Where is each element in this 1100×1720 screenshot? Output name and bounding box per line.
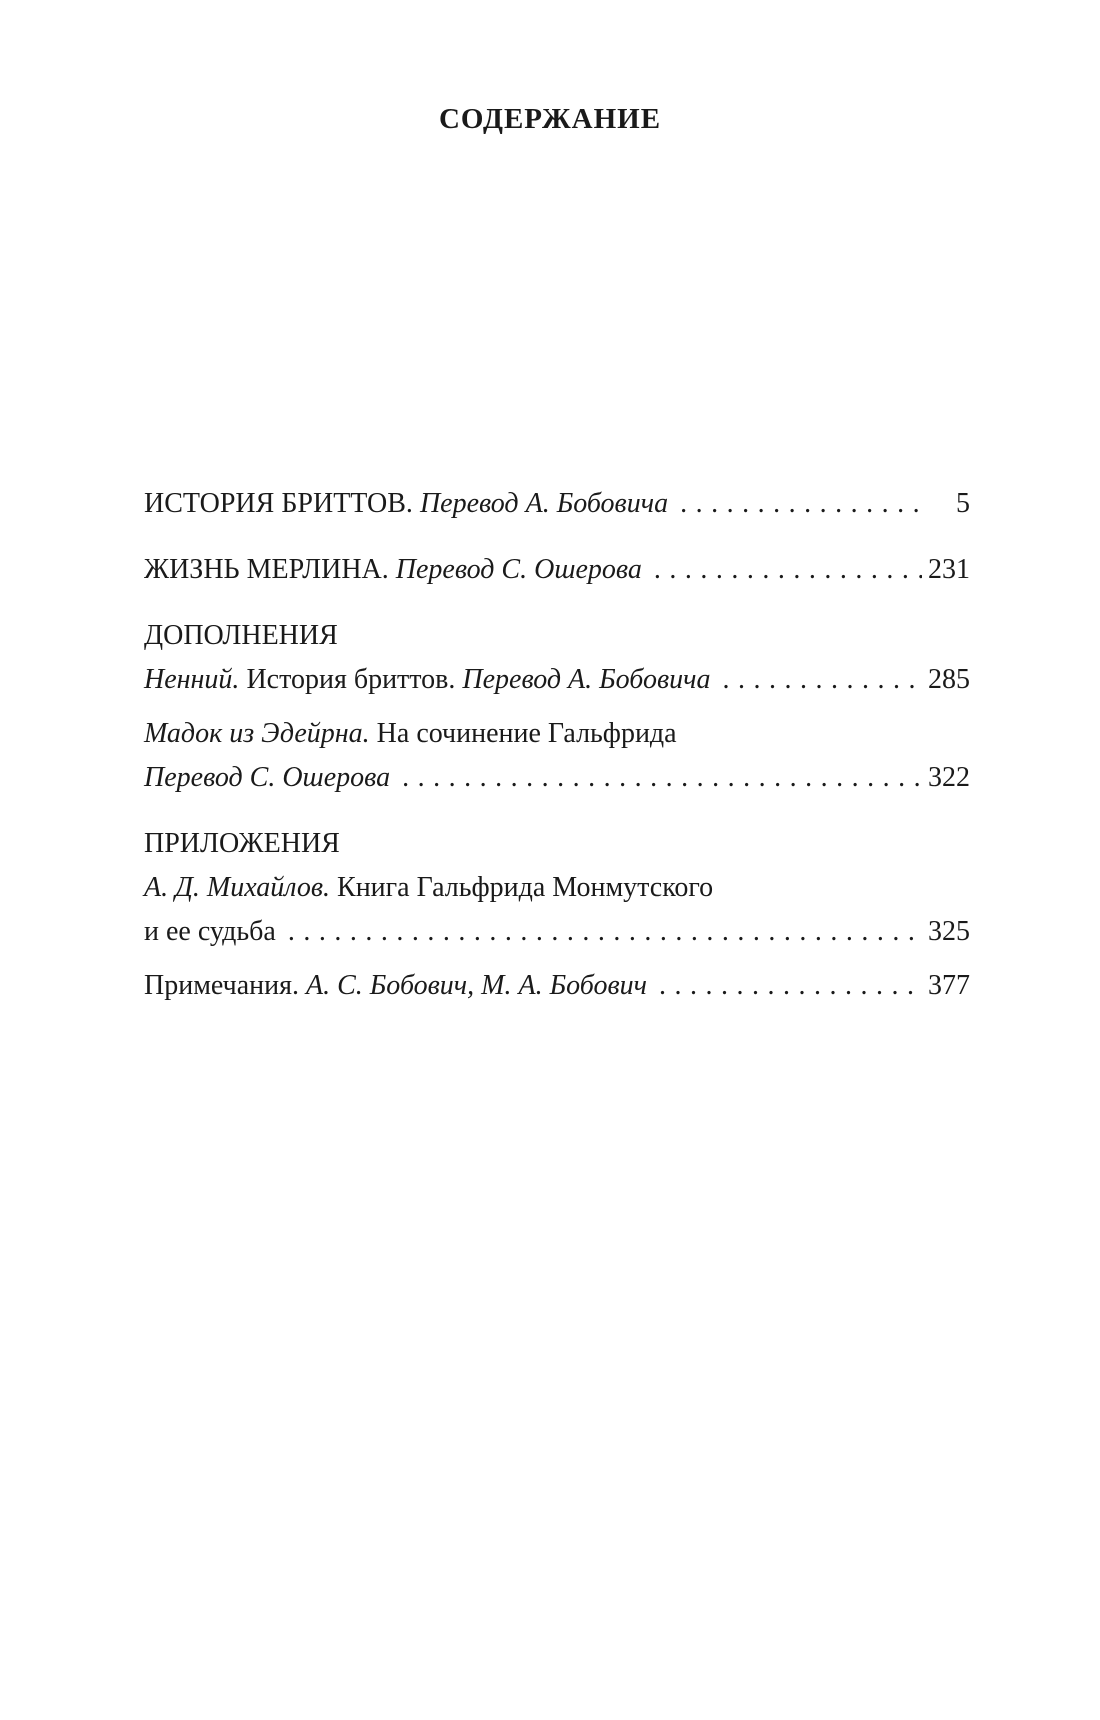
toc-entry-history[interactable]	[144, 482, 970, 526]
entry-author: А. Д. Михайлов.	[144, 872, 331, 903]
entry-translator: Перевод С. Ошерова	[144, 762, 391, 793]
toc-entry-madoc[interactable]	[144, 712, 970, 800]
dot-leader	[659, 964, 922, 1008]
toc-entry-mikhailov[interactable]	[144, 866, 970, 954]
table-of-contents	[144, 482, 970, 1008]
entry-translator: Перевод А. Бобовича	[419, 488, 669, 519]
entry-title: На сочинение Гальфрида	[376, 718, 677, 749]
entry-title: Книга Гальфрида Монмутского	[337, 872, 714, 903]
entry-page-number: 231	[928, 554, 970, 585]
toc-entry-notes[interactable]	[144, 964, 970, 1008]
entry-translator: Перевод А. Бобовича	[462, 664, 711, 695]
entry-page-number: 377	[928, 970, 970, 1001]
entry-page-number: 285	[928, 664, 970, 695]
toc-entry-nennius[interactable]	[144, 658, 970, 702]
entry-page-number: 5	[956, 488, 970, 519]
toc-entry-merlin[interactable]	[144, 548, 970, 592]
dot-leader	[288, 910, 922, 954]
entry-title-continued: и ее судьба	[144, 916, 276, 947]
entry-author: Ненний.	[144, 664, 240, 695]
dot-leader	[654, 548, 922, 592]
entry-title: Примечания.	[144, 970, 300, 1001]
entry-page-number: 325	[928, 916, 970, 947]
entry-authors: А. С. Бобович, М. А. Бобович	[306, 970, 647, 1001]
dot-leader	[723, 658, 922, 702]
section-heading-appendices: ПРИЛОЖЕНИЯ	[144, 828, 340, 859]
dot-leader	[402, 756, 922, 800]
dot-leader	[680, 482, 922, 526]
entry-title: ЖИЗНЬ МЕРЛИНА.	[144, 554, 389, 585]
entry-author: Мадок из Эдейрна.	[144, 718, 370, 749]
entry-title: ИСТОРИЯ БРИТТОВ.	[144, 488, 413, 519]
section-heading-supplements: ДОПОЛНЕНИЯ	[144, 620, 338, 651]
entry-title: История бриттов.	[246, 664, 456, 695]
page-title: СОДЕРЖАНИЕ	[438, 103, 662, 135]
entry-translator: Перевод С. Ошерова	[395, 554, 642, 585]
entry-page-number: 322	[928, 762, 970, 793]
